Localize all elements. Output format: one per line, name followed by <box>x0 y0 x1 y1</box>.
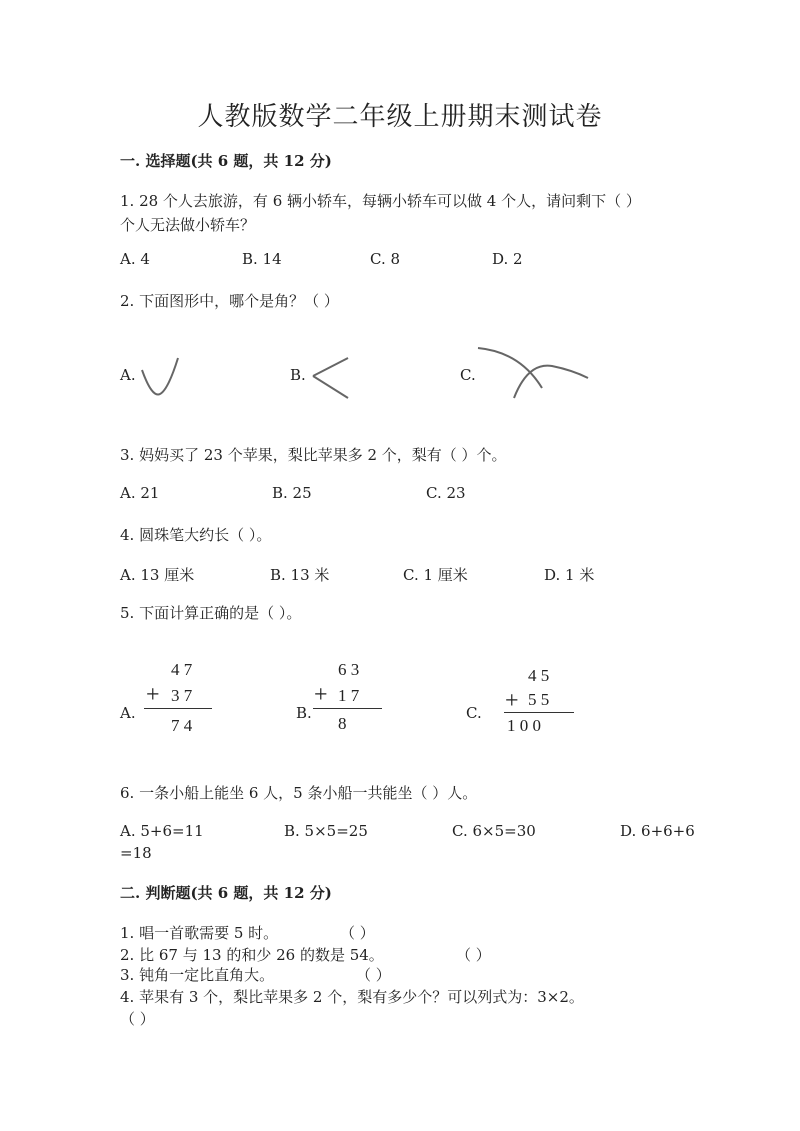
tf-2-text: 2. 比 67 与 13 的和少 26 的数是 54。 <box>120 946 384 964</box>
q4-option-a: A. 13 厘米 <box>120 566 195 584</box>
calc-b-rule <box>313 708 382 709</box>
calc-b-second: 1 7 <box>338 686 360 705</box>
q2-option-c: C. <box>460 366 476 384</box>
q1-option-c: C. 8 <box>370 250 401 268</box>
q4-option-c: C. 1 厘米 <box>403 566 468 584</box>
q6-option-d: D. 6+6+6 <box>620 822 695 840</box>
calc-c-rule <box>504 712 574 713</box>
calc-b-top: 6 3 <box>338 660 360 679</box>
calc-c-plus: + <box>505 688 519 714</box>
q1-option-d: D. 2 <box>492 250 523 268</box>
q6-option-a: A. 5+6=11 <box>120 822 204 840</box>
calc-a-second: 3 7 <box>171 686 193 705</box>
calc-a-plus: + <box>146 682 160 708</box>
q5-option-c: C. <box>466 704 482 722</box>
q6-option-d-continued: =18 <box>120 844 152 862</box>
calc-a-top: 4 7 <box>171 660 193 679</box>
calc-c-top: 4 5 <box>528 666 550 685</box>
question-1-line2: 个人无法做小轿车？ <box>120 216 256 234</box>
tf-4-text: 4. 苹果有 3 个，梨比苹果多 2 个，梨有多少个？可以列式为：3×2。 <box>120 988 584 1006</box>
q5-option-a: A. <box>120 704 136 722</box>
q4-option-b: B. 13 米 <box>270 566 330 584</box>
crossing-curves-figure-c <box>478 348 588 398</box>
q2-option-b: B. <box>290 366 306 384</box>
q6-option-c: C. 6×5=30 <box>452 822 536 840</box>
question-1-line1: 1. 28 个人去旅游，有 6 辆小轿车，每辆小轿车可以做 4 个人，请问剩下（ ） <box>120 192 641 210</box>
tf-2-answer-blank: （ ） <box>456 946 491 964</box>
q3-option-c: C. 23 <box>426 484 466 502</box>
tf-3-text: 3. 钝角一定比直角大。 <box>120 966 275 984</box>
q1-option-b: B. 14 <box>242 250 282 268</box>
question-6: 6. 一条小船上能坐 6 人，5 条小船一共能坐（ ）人。 <box>120 784 478 802</box>
curve-figure-a <box>142 358 178 395</box>
q5-option-b: B. <box>296 704 312 722</box>
q4-option-d: D. 1 米 <box>544 566 595 584</box>
calc-c-second: 5 5 <box>528 690 550 709</box>
q6-option-b: B. 5×5=25 <box>284 822 368 840</box>
q1-option-a: A. 4 <box>120 250 150 268</box>
q2-option-a: A. <box>120 366 136 384</box>
tf-1-text: 1. 唱一首歌需要 5 时。 <box>120 924 279 942</box>
question-2: 2. 下面图形中，哪个是角？（ ） <box>120 292 339 310</box>
angle-figure-b <box>313 358 348 398</box>
section-2-heading: 二. 判断题(共 6 题，共 12 分) <box>120 884 332 902</box>
calc-b-result: 8 <box>338 714 347 733</box>
tf-4-answer-blank: （ ） <box>120 1010 155 1028</box>
section-1-heading: 一. 选择题(共 6 题，共 12 分) <box>120 152 332 170</box>
q3-option-b: B. 25 <box>272 484 312 502</box>
calc-b-plus: + <box>314 682 328 708</box>
question-5: 5. 下面计算正确的是（ ）。 <box>120 604 302 622</box>
page-title: 人教版数学二年级上册期末测试卷 <box>197 102 603 132</box>
calc-a-rule <box>144 708 212 709</box>
tf-1-answer-blank: （ ） <box>340 924 375 942</box>
q3-option-a: A. 21 <box>120 484 160 502</box>
calc-c-result: 1 0 0 <box>507 716 541 735</box>
tf-3-answer-blank: （ ） <box>356 966 391 984</box>
question-4: 4. 圆珠笔大约长（ ）。 <box>120 526 272 544</box>
question-3: 3. 妈妈买了 23 个苹果，梨比苹果多 2 个，梨有（ ）个。 <box>120 446 507 464</box>
calc-a-result: 7 4 <box>171 716 193 735</box>
